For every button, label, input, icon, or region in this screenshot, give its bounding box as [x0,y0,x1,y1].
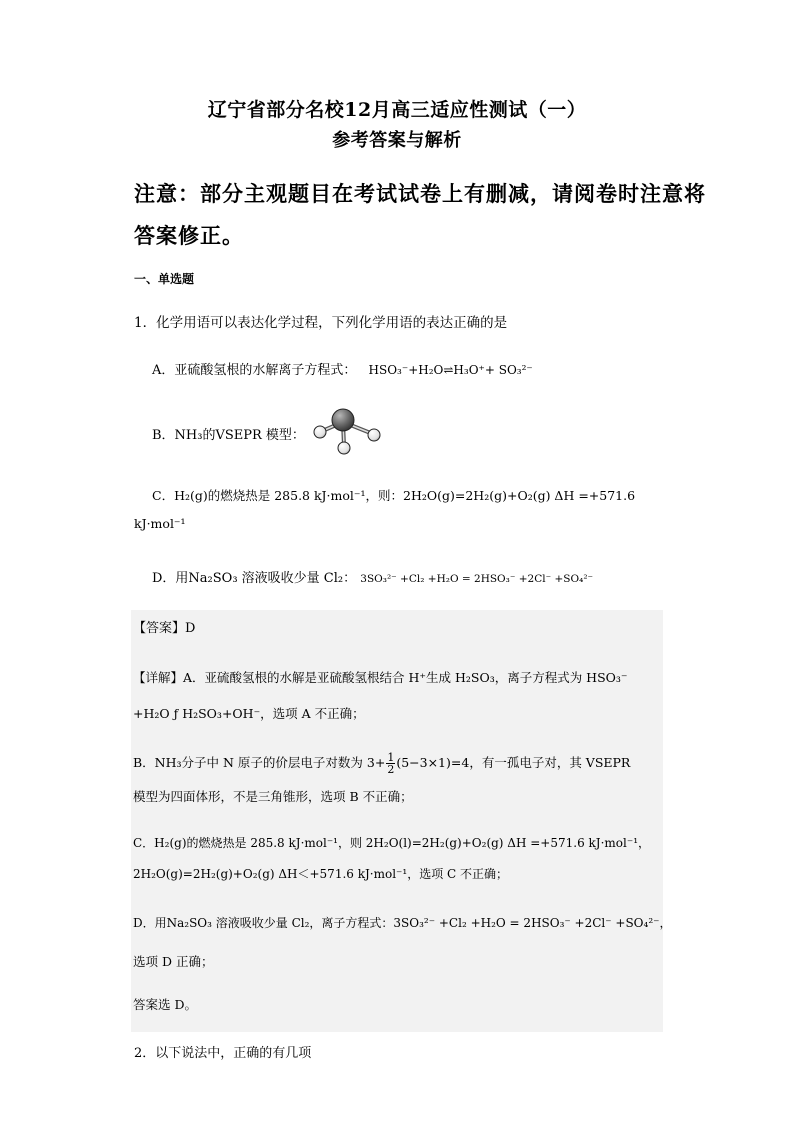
answer-label: 【答案】D [133,621,196,636]
nh3-molecule-model-icon [310,404,386,456]
option-a [152,359,533,378]
page-title: 辽宁省部分名校12月高三适应性测试（一） [207,99,587,121]
option-c-line-2: kJ·mol⁻¹ [134,516,186,531]
explanation-a-line-1: 【详解】A．亚硫酸氢根的水解是亚硫酸氢根结合 H⁺生成 H₂SO₃，离子方程式为 HSO₃⁻ [133,670,628,685]
notice-line-2: 答案修正。 [134,223,244,248]
explanation-b-text-post: (5−3×1)=4，有一孤电子对，其 VSEPR [396,755,631,770]
option-b-text: B．NH₃的VSEPR 模型： [152,428,305,443]
explanation-b-line-1 [133,752,630,775]
option-a-text: A．亚硫酸氢根的水解离子方程式： [152,363,357,378]
explanation-d-line-1: D．用Na₂SO₃ 溶液吸收少量 Cl₂，离子方程式：3SO₃²⁻ +Cl₂ +H₂O = 2HSO₃⁻ +2Cl⁻ +SO₄²⁻， [133,916,672,930]
page-subtitle: 参考答案与解析 [332,130,462,151]
option-d-text: D．用Na₂SO₃ 溶液吸收少量 Cl₂： [152,571,357,586]
fraction-one-half: $\frac{1}{2}$ [387,751,395,776]
answer-conclusion: 答案选 D。 [133,997,197,1012]
option-d-formula: 3SO₃²⁻ +Cl₂ +H₂O = 2HSO₃⁻ +2Cl⁻ +SO₄²⁻ [360,573,594,585]
explanation-b-line-2: 模型为四面体形，不是三角锥形，选项 B 不正确； [133,789,413,804]
question-1-stem: 1．化学用语可以表达化学过程，下列化学用语的表达正确的是 [134,315,508,331]
explanation-d-line-2: 选项 D 正确； [133,954,214,969]
notice-line-1: 注意：部分主观题目在考试试卷上有删减，请阅卷时注意将 [134,181,706,206]
option-c-line-1: C．H₂(g)的燃烧热是 285.8 kJ·mol⁻¹，则：2H₂O(g)=2H₂(g)+O₂(g) ΔH =+571.6 [152,488,636,503]
section-heading: 一、单选题 [134,272,195,286]
option-d [152,567,593,586]
explanation-c-line-2: 2H₂O(g)=2H₂(g)+O₂(g) ΔH＜+571.6 kJ·mol⁻¹，选项 C 不正确； [133,867,509,881]
explanation-b-text-pre: B．NH₃分子中 N 原子的价层电子对数为 3+ [133,755,386,770]
explanation-a-line-2: +H₂O ƒ H₂SO₃+OH⁻，选项 A 不正确； [133,706,365,721]
question-2-stem: 2．以下说法中，正确的有几项 [134,1046,312,1061]
explanation-c-line-1: C．H₂(g)的燃烧热是 285.8 kJ·mol⁻¹，则 2H₂O(l)=2H₂(g)+O₂(g) ΔH =+571.6 kJ·mol⁻¹， [133,836,651,850]
option-a-formula: HSO₃⁻+H₂O⇌H₃O⁺+ SO₃²⁻ [368,363,533,377]
